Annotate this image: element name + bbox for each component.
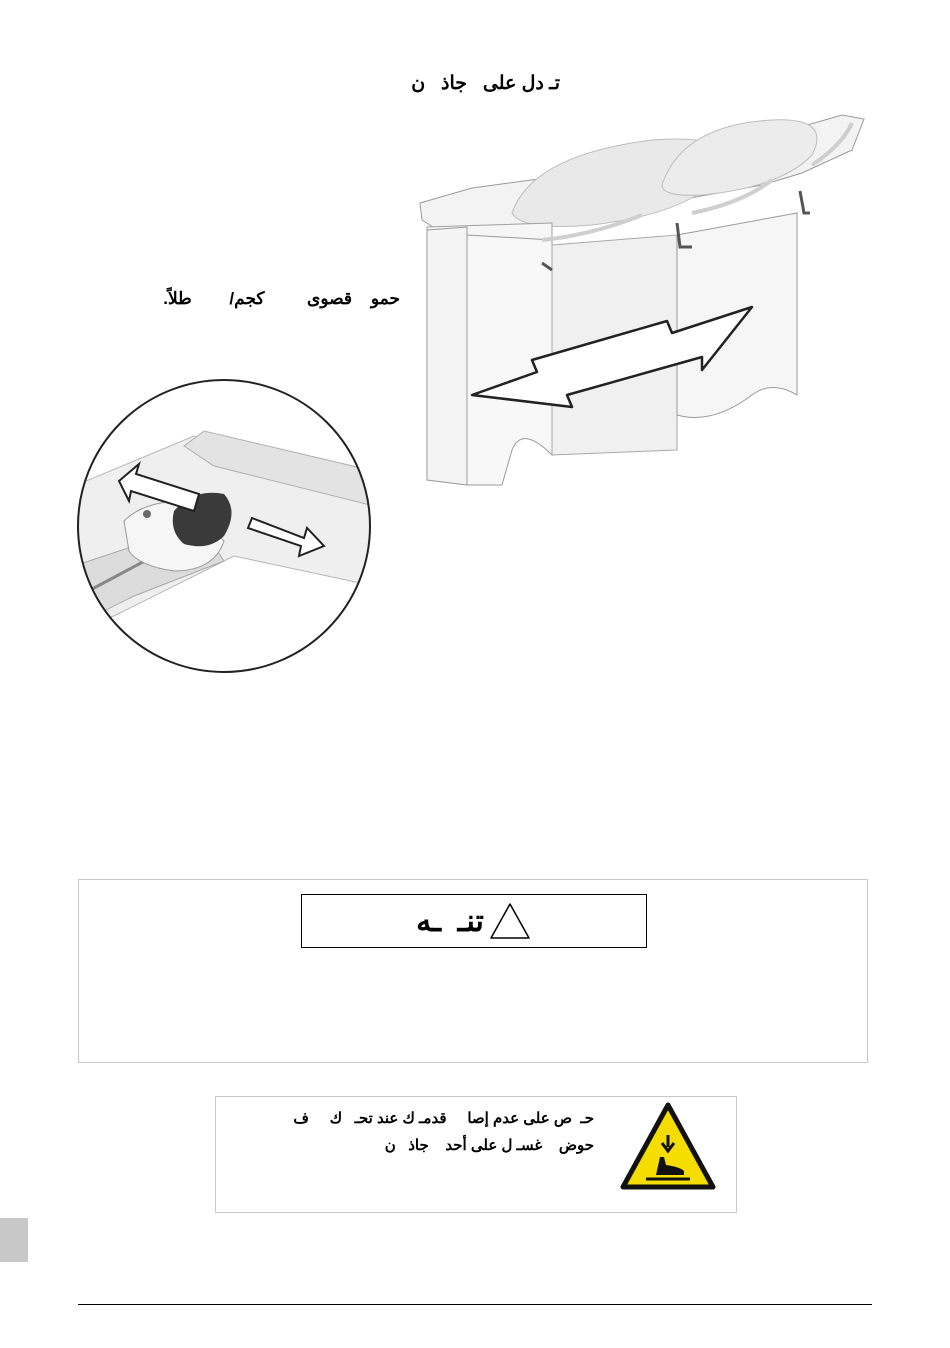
foot-crush-warning-icon: [620, 1101, 716, 1191]
warning-triangle-icon: [488, 901, 532, 941]
section-heading: تـ دل على جاذ ن: [411, 73, 560, 94]
caution-box: [215, 1096, 737, 1213]
warning-title-box: [301, 894, 647, 948]
washbasin-illustration: [412, 95, 872, 490]
bracket-detail-zoom: [74, 376, 374, 676]
warning-title: تنـ ـه: [416, 904, 484, 938]
caution-line: حوض غسـ ل على أحد جاذ ن: [384, 1137, 594, 1154]
caution-line: حـ ص على عدم إصا قدمـ ك عند تحـ ك ف: [293, 1110, 594, 1127]
warning-box: [78, 879, 868, 1063]
footer-rule: [78, 1304, 872, 1305]
page-side-tab: [0, 1218, 28, 1262]
caution-text: [236, 1105, 594, 1159]
max-load-label: حمو قصوى كجم/ طلاً.: [163, 289, 400, 308]
